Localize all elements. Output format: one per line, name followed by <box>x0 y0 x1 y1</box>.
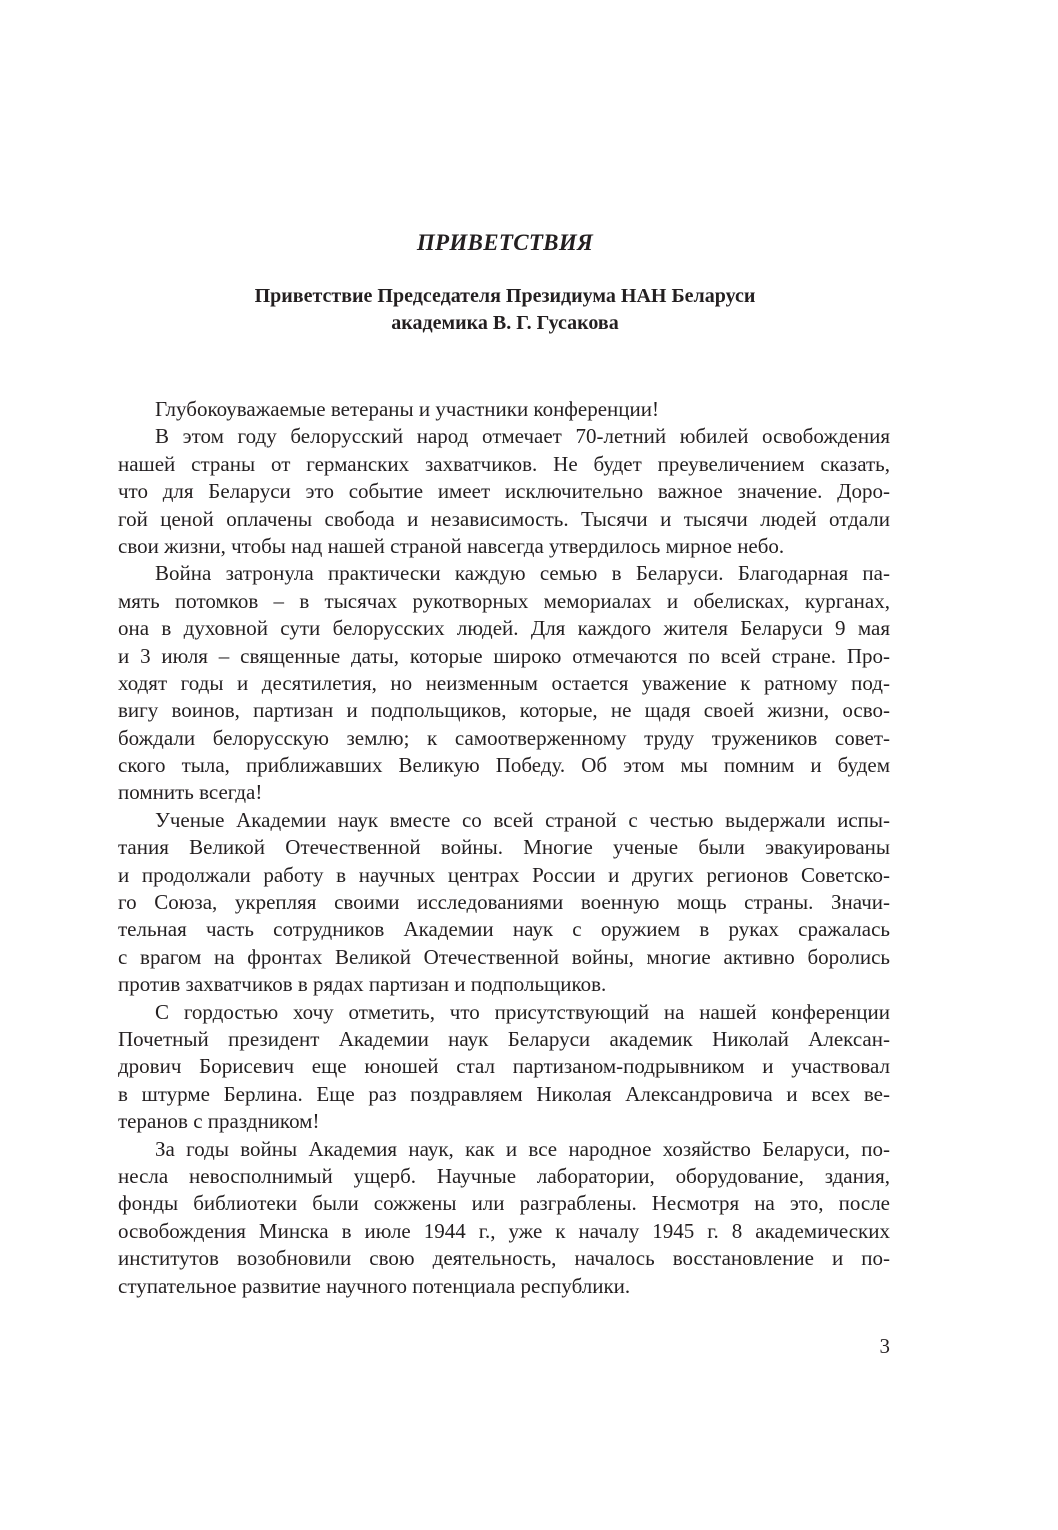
paragraph <box>118 560 890 807</box>
text-line: ского тыла, приближавших Великую Победу. Об этом мы помним и будем <box>118 753 890 778</box>
text-line: с врагом на фронтах Великой Отечественной войны, многие активно боролись <box>118 944 890 969</box>
text-line: освобождения Минска в июле 1944 г., уже к началу 1945 г. 8 академических <box>118 1218 890 1243</box>
text-line: институтов возобновили свою деятельность, началось восстановление и по- <box>118 1246 890 1271</box>
text-line: За годы войны Академия наук, как и все народное хозяйство Беларуси, по- <box>155 1136 890 1161</box>
section-title: ПРИВЕТСТВИЯ <box>416 230 594 255</box>
text-line: гой ценой оплачены свобода и независимость. Тысячи и тысячи людей отдали <box>118 506 890 531</box>
text-line: ступательное развитие научного потенциала республики. <box>118 1273 631 1298</box>
text-line: в штурме Берлина. Еще раз поздравляем Николая Александровича и всех ве- <box>118 1081 890 1106</box>
text-line: ходят годы и десятилетия, но неизменным остается уважение к ратному под- <box>118 670 890 695</box>
paragraph <box>118 807 890 999</box>
greeting-title-line-1: Приветствие Председателя Президиума НАН Беларуси <box>254 285 756 307</box>
paragraph <box>118 396 890 423</box>
text-line: теранов с праздником! <box>118 1109 320 1134</box>
text-line: Глубокоуважаемые ветераны и участники конференции! <box>155 397 659 421</box>
text-line: мять потомков – в тысячах рукотворных мемориалах и обелисках, курганах, <box>118 588 890 613</box>
text-line: В этом году белорусский народ отмечает 70-летний юбилей освобождения <box>155 424 890 449</box>
paragraph <box>118 999 890 1136</box>
text-line: что для Беларуси это событие имеет исключительно важное значение. Доро- <box>118 479 890 504</box>
text-line: Почетный президент Академии наук Беларуси академик Николай Алексан- <box>118 1026 890 1051</box>
text-line: и 3 июля – священные даты, которые широко отмечаются по всей стране. Про- <box>118 643 890 668</box>
text-line: фонды библиотеки были сожжены или разграблены. Несмотря на это, после <box>118 1191 890 1216</box>
text-line: бождали белорусскую землю; к самоотверженному труду тружеников совет- <box>118 725 890 750</box>
paragraph <box>118 1136 890 1300</box>
text-line: Война затронула практически каждую семью в Беларуси. Благодарная па- <box>155 561 890 586</box>
text-line: дрович Борисевич еще юношей стал партизаном-подрывником и участвовал <box>118 1054 890 1079</box>
page-number: 3 <box>879 1334 890 1358</box>
text-line: и продолжали работу в научных центрах России и других регионов Советско- <box>118 862 890 887</box>
text-line: С гордостью хочу отметить, что присутствующий на нашей конференции <box>155 999 890 1024</box>
text-line: тельная часть сотрудников Академии наук с оружием в руках сражалась <box>118 917 890 942</box>
greeting-title-line-2: академика В. Г. Гусакова <box>391 312 619 334</box>
text-line: тания Великой Отечественной войны. Многие ученые были эвакуированы <box>118 835 890 860</box>
text-line: Ученые Академии наук вместе со всей страной с честью выдержали испы- <box>155 807 890 832</box>
text-line: несла невосполнимый ущерб. Научные лаборатории, оборудование, здания, <box>118 1163 890 1188</box>
text-line: против захватчиков в рядах партизан и подпольщиков. <box>118 972 607 997</box>
text-line: помнить всегда! <box>118 780 263 805</box>
text-line: го Союза, укрепляя своими исследованиями военную мощь страны. Значи- <box>118 890 890 915</box>
text-line: вигу воинов, партизан и подпольщиков, которые, не щадя своей жизни, осво- <box>118 698 890 723</box>
greeting-title <box>0 283 1010 337</box>
paragraph <box>118 423 890 560</box>
text-line: свои жизни, чтобы над нашей страной навсегда утвердилось мирное небо. <box>118 533 785 558</box>
body-text <box>118 396 890 1300</box>
text-line: нашей страны от германских захватчиков. Не будет преувеличением сказать, <box>118 451 890 476</box>
text-line: она в духовной сути белорусских людей. Для каждого жителя Беларуси 9 мая <box>118 616 890 641</box>
